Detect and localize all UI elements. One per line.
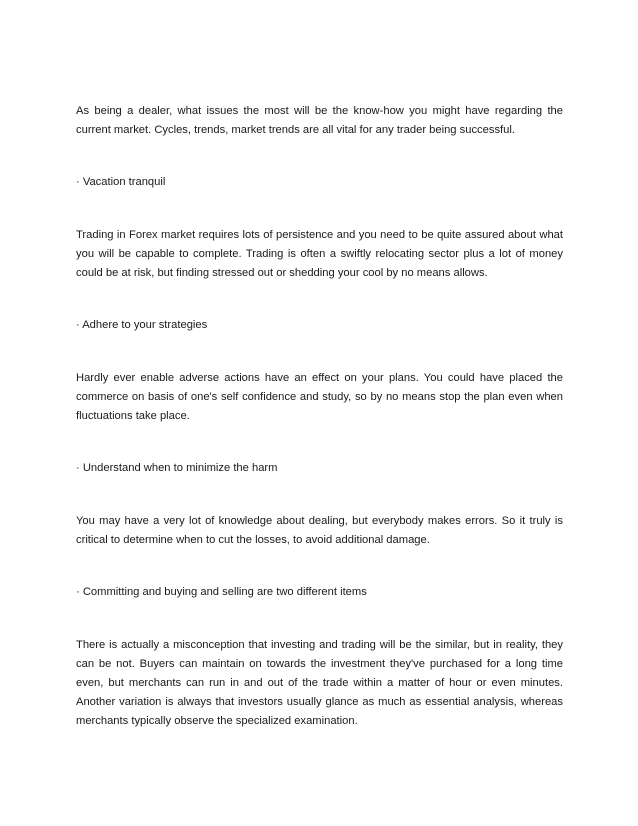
spacer bbox=[76, 283, 563, 316]
paragraph-errors: You may have a very lot of knowledge about dealing, but everybody makes errors. So it truly is critical to determine when to cut the losses, to avoid additional damage. bbox=[76, 515, 563, 546]
bullet-committing-trading: · Committing and buying and selling are two different items bbox=[76, 586, 367, 598]
bullet-minimize-harm: · Understand when to minimize the harm bbox=[76, 462, 278, 474]
spacer bbox=[76, 602, 563, 636]
document-body bbox=[76, 102, 563, 731]
spacer bbox=[76, 335, 563, 369]
paragraph-persistence: Trading in Forex market requires lots of persistence and you need to be quite assured about what you will be capable to complete. Trading is often a swiftly relocating sector plus a lot of money could be at risk, but finding stressed out or shedding your cool by no means allows. bbox=[76, 229, 563, 279]
spacer bbox=[76, 140, 563, 173]
spacer bbox=[76, 478, 563, 512]
spacer bbox=[76, 550, 563, 583]
paragraph-market-knowledge: As being a dealer, what issues the most will be the know-how you might have regarding the current market. Cycles, trends, market trends are all vital for any trader being successful. bbox=[76, 105, 563, 136]
spacer bbox=[76, 426, 563, 459]
spacer bbox=[76, 192, 563, 226]
paragraph-plans: Hardly ever enable adverse actions have an effect on your plans. You could have placed the commerce on basis of one's self confidence and study, so by no means stop the plan even when fluctuations take place. bbox=[76, 372, 563, 422]
paragraph-investing-vs-trading: There is actually a misconception that investing and trading will be the similar, but in reality, they can be not. Buyers can maintain on towards the investment they've purchased for a long time even, but merchants can run in and out of the trade within a matter of hour or even minutes. Another variation is always that investors usually glance as much as essential analysis, whereas merchants typically observe the specialized examination. bbox=[76, 639, 563, 727]
bullet-adhere-strategies: · Adhere to your strategies bbox=[76, 319, 208, 331]
bullet-vacation-tranquil: · Vacation tranquil bbox=[76, 176, 166, 188]
